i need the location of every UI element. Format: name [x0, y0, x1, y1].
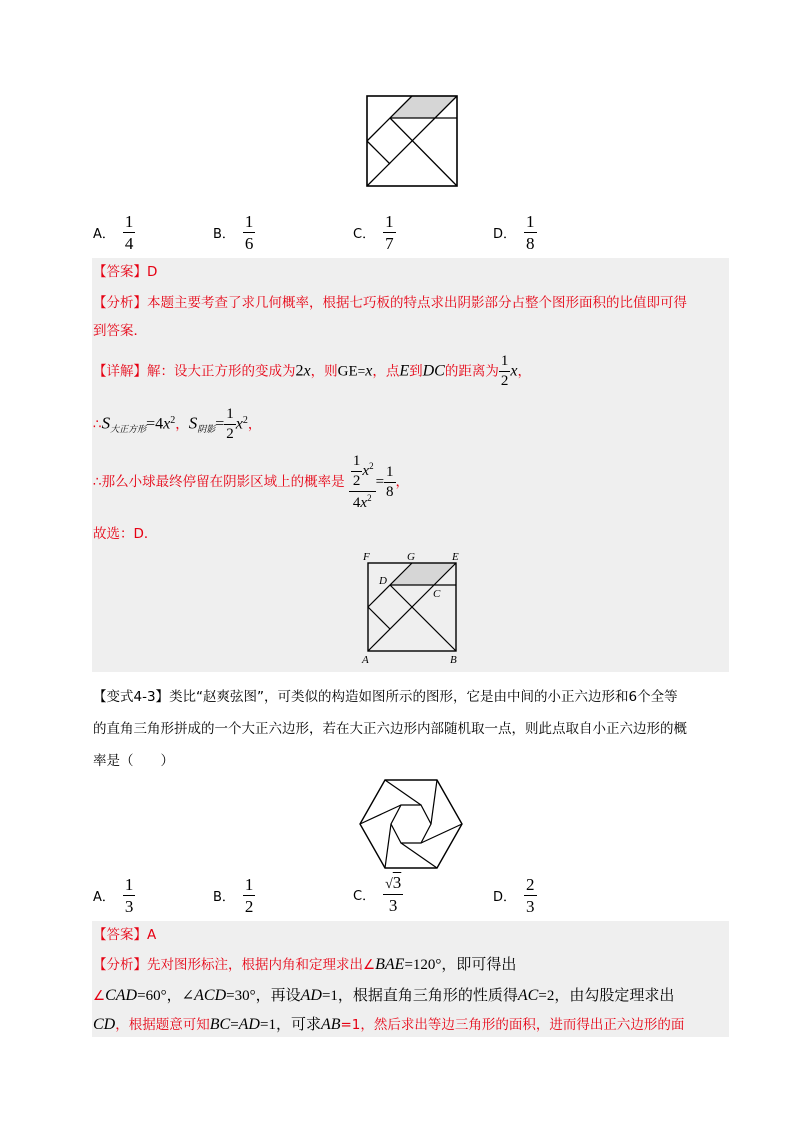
q2-answer: 【答案】A [93, 927, 157, 943]
half-fraction: $\frac{1}{2}$ [500, 353, 509, 389]
label-g: G [407, 551, 415, 563]
option-label: D． [493, 227, 517, 242]
option-label: B． [213, 227, 235, 242]
label-c: C [433, 588, 441, 600]
sqrt-icon: √ [385, 877, 393, 892]
q2-question-line1: 【变式4-3】类比“赵爽弦图”，可类似的构造如图所示的图形，它是由中间的小正六边形和6个全等 [93, 689, 678, 705]
tangram-figure-labeled [360, 547, 472, 669]
q2-analysis-line2: ∠CAD=60°，∠ACD=30°，再设AD=1，根据直角三角形的性质得AC=2，由勾股定理求出 [93, 987, 675, 1004]
q1-option-b [213, 213, 255, 252]
q1-analysis: 【分析】本题主要考查了求几何概率，根据七巧板的特点求出阴影部分占整个图形面积的比值即可得 [93, 295, 687, 311]
tangram-figure-top [365, 94, 459, 188]
q2-option-d [493, 876, 537, 915]
option-label: B． [213, 890, 235, 905]
q1-option-a [93, 213, 135, 252]
option-fraction: $\frac{1}{3}$ [124, 875, 134, 916]
hexagon-figure [358, 778, 464, 870]
label-e: E [452, 551, 459, 563]
label-a: A [362, 654, 369, 666]
option-fraction: $\frac{1}{7}$ [385, 212, 394, 253]
option-label: A． [93, 890, 115, 905]
option-fraction: $\frac{√3}{3}$ [385, 873, 402, 915]
label-b: B [450, 654, 457, 666]
q2-analysis-line3: CD，根据题意可知BC=AD=1，可求AB=1，然后求出等边三角形的面积，进而得出正六边形的面 [93, 1016, 685, 1033]
option-label: A． [93, 227, 115, 242]
q1-step3: ∴那么小球最终停留在阴影区域上的概率是 $\frac{1}{2}$ $x^2$ $4x^2$ = $\frac{1}{8}$ ， [93, 452, 410, 511]
q1-answer: 【答案】D [93, 264, 158, 280]
q1-choose: 故选：D． [93, 526, 158, 542]
option-label: C． [353, 888, 376, 904]
option-fraction: $\frac{1}{8}$ [526, 212, 535, 253]
label-f: F [363, 551, 370, 563]
option-label: D． [493, 890, 517, 905]
probability-compound-fraction: $\frac{1}{2}$ $x^2$ $4x^2$ [349, 454, 376, 511]
q1-option-d [493, 213, 537, 252]
option-fraction: $\frac{2}{3}$ [526, 875, 535, 916]
option-label: C． [353, 227, 376, 242]
q1-detail: 【详解】解：设大正方形的变成为2x，则GE=x，点E到DC的距离为 $\frac{1}{2}$ x， [93, 353, 531, 389]
label-d: D [379, 575, 387, 587]
option-fraction: $\frac{1}{6}$ [244, 212, 254, 253]
option-fraction: $\frac{1}{4}$ [124, 212, 134, 253]
q1-option-c [353, 213, 396, 252]
q1-analysis-line2: 到答案． [93, 323, 147, 339]
option-fraction: $\frac{1}{2}$ [244, 875, 254, 916]
q2-question-line2: 的直角三角形拼成的一个大正六边形，若在大正六边形内部随机取一点，则此点取自小正六边形的概 [93, 721, 687, 737]
q2-analysis-line1: 【分析】先对图形标注，根据内角和定理求出∠BAE=120°，即可得出 [93, 956, 517, 973]
q1-step2: $\therefore S_{大正方形}=4x^2$，$S_{阴影}=$ $\frac{1}{2}$ $x^2$， [93, 406, 262, 442]
q2-question-line3: 率是（ ） [93, 753, 174, 769]
q2-option-b [213, 876, 255, 915]
q2-option-a [93, 876, 135, 915]
q2-option-c [353, 874, 403, 914]
